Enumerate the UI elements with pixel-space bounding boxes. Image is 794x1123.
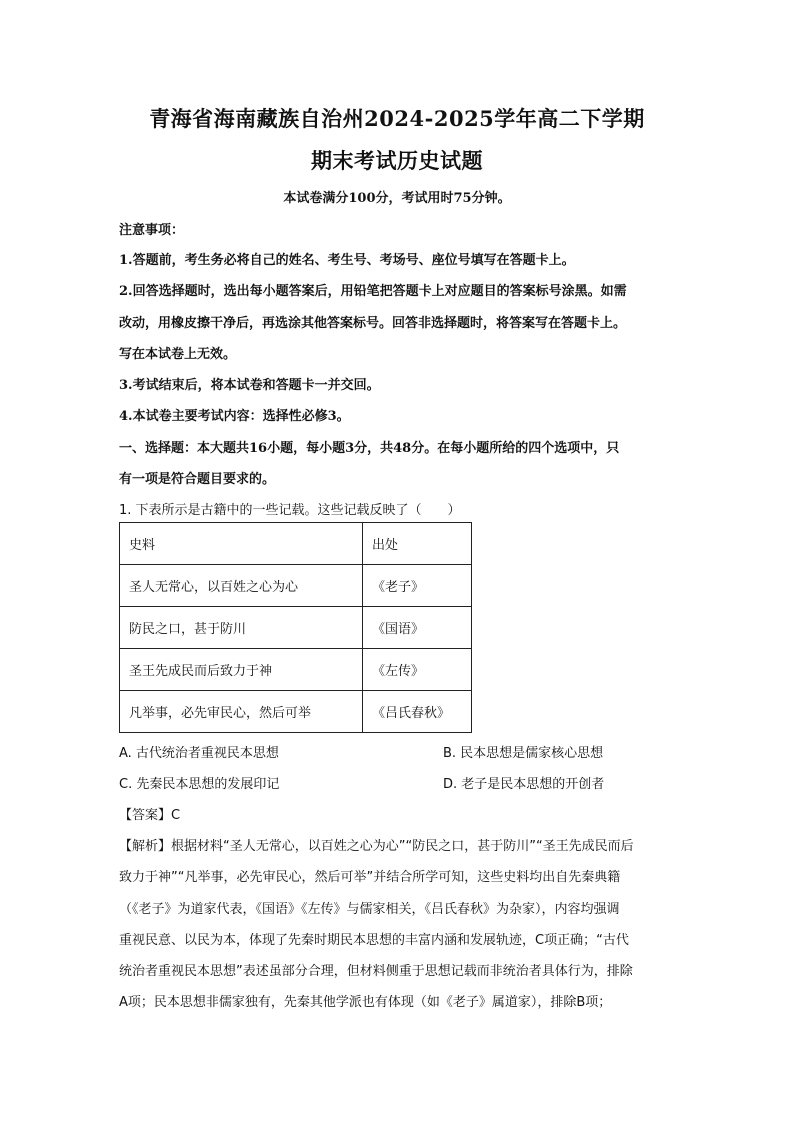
table-cell: 凡举事，必先审民心，然后可举: [120, 691, 363, 733]
notes-item-4: 4.本试卷主要考试内容：选择性必修3。: [119, 409, 350, 424]
answer-line: 【答案】C: [119, 808, 181, 823]
table-cell: 《老子》: [363, 565, 472, 607]
notes-item-3: 3.考试结束后，将本试卷和答题卡一并交回。: [119, 378, 380, 393]
option-c: C. 先秦民本思想的发展印记: [119, 777, 280, 792]
table-header-cell: 出处: [363, 523, 472, 565]
option-b: B. 民本思想是儒家核心思想: [443, 746, 604, 761]
analysis-line-2: 致力于神”“凡举事，必先审民心，然后可举”并结合所学可知，这些史料均出自先秦典籍: [119, 870, 621, 885]
analysis-line-3: （《老子》为道家代表，《国语》《左传》与儒家相关，《吕氏春秋》为杂家），内容均强调: [119, 902, 620, 917]
table-cell: 《吕氏春秋》: [363, 691, 472, 733]
analysis-line-6: A项；民本思想非儒家独有，先秦其他学派也有体现（如《老子》属道家），排除B项；: [119, 995, 612, 1010]
table-row: [120, 607, 472, 649]
table-row: [120, 649, 472, 691]
exam-subtitle: 本试卷满分100分，考试用时75分钟。: [283, 191, 511, 206]
table-cell: 《国语》: [363, 607, 472, 649]
question-1-stem: 1. 下表所示是古籍中的一些记载。这些记载反映了（ ）: [119, 503, 461, 518]
notes-item-2-line-2: 改动，用橡皮擦干净后，再选涂其他答案标号。回答非选择题时，将答案写在答题卡上。: [119, 316, 627, 331]
notes-item-1: 1.答题前，考生务必将自己的姓名、考生号、考场号、座位号填写在答题卡上。: [119, 253, 575, 268]
table-cell: 防民之口，甚于防川: [120, 607, 363, 649]
table-cell: 圣人无常心，以百姓之心为心: [120, 565, 363, 607]
exam-title-line1: 青海省海南藏族自治州2024-2025学年高二下学期: [149, 106, 645, 131]
notes-heading: 注意事项：: [119, 223, 185, 238]
table-cell: 圣王先成民而后致力于神: [120, 649, 363, 691]
section-heading-line-1: 一、选择题：本大题共16小题，每小题3分，共48分。在每小题所给的四个选项中，只: [119, 441, 620, 456]
table-cell: 《左传》: [363, 649, 472, 691]
analysis-line-5: 统治者重视民本思想”表述虽部分合理，但材料侧重于思想记载而非统治者具体行为，排除: [119, 964, 633, 979]
source-table: [119, 522, 472, 733]
table-row: [120, 691, 472, 733]
option-a: A. 古代统治者重视民本思想: [119, 746, 279, 761]
section-heading-line-2: 有一项是符合题目要求的。: [119, 472, 276, 487]
notes-item-2-line-1: 2.回答选择题时，选出每小题答案后，用铅笔把答题卡上对应题目的答案标号涂黑。如需: [119, 284, 627, 299]
table-header-row: [120, 523, 472, 565]
analysis-line-4: 重视民意、以民为本，体现了先秦时期民本思想的丰富内涵和发展轨迹，C项正确；“古代: [119, 933, 629, 948]
table-header-cell: 史料: [120, 523, 363, 565]
notes-item-2-line-3: 写在本试卷上无效。: [119, 347, 237, 362]
exam-title-line2: 期末考试历史试题: [311, 148, 483, 173]
table-row: [120, 565, 472, 607]
option-d: D. 老子是民本思想的开创者: [443, 777, 605, 792]
analysis-line-1: 【解析】根据材料“圣人无常心，以百姓之心为心”“防民之口，甚于防川”“圣王先成民而后: [119, 839, 634, 854]
